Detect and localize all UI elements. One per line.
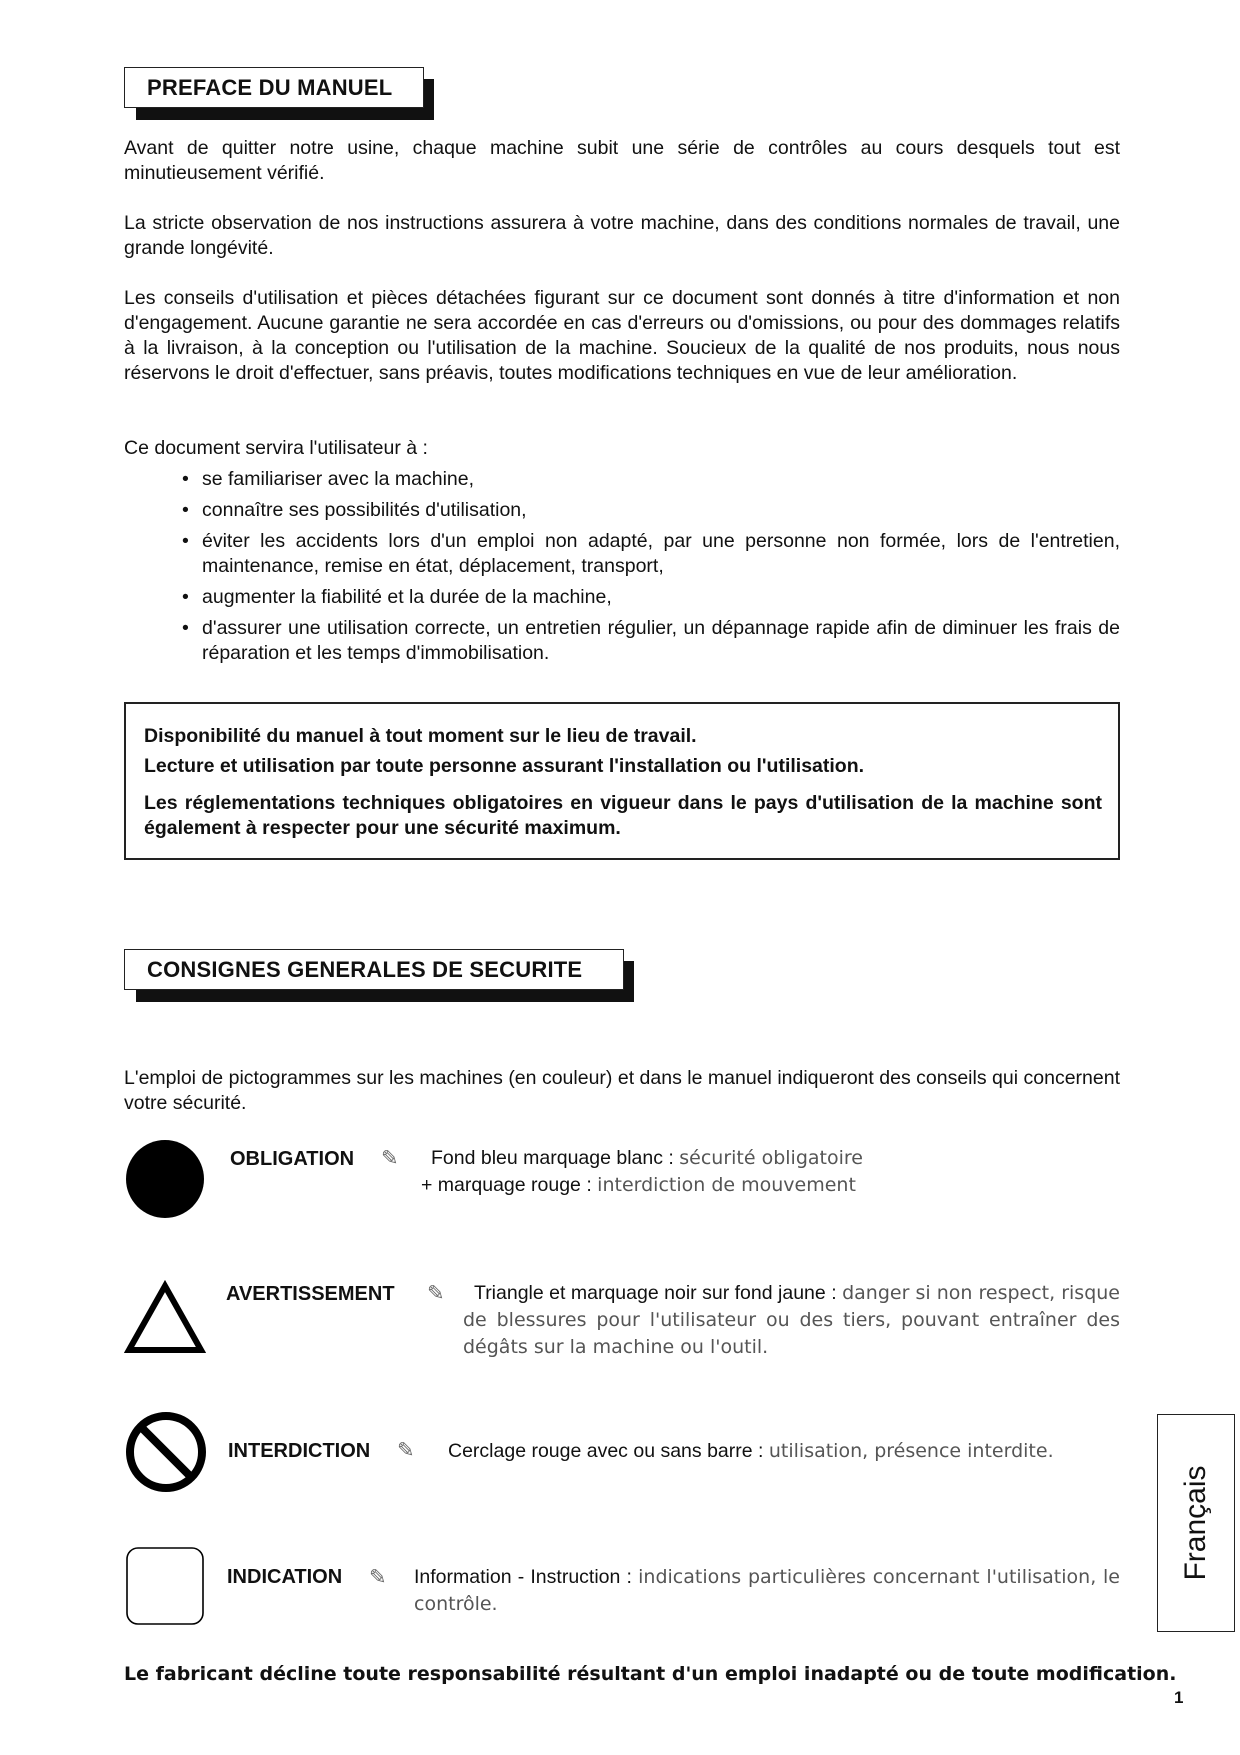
purpose-list bbox=[178, 467, 1120, 672]
prohibition-icon bbox=[124, 1410, 208, 1494]
interdiction-detail: utilisation, présence interdite. bbox=[768, 1440, 1054, 1462]
section-title-securite: CONSIGNES GENERALES DE SECURITE bbox=[124, 949, 624, 990]
list-item: • éviter les accidents lors d'un emploi non adapté, par une personne non formée, lors de l'entretien, maintenance, remise en état, déplacement, transport, bbox=[178, 529, 1120, 579]
section-title-preface: PREFACE DU MANUEL bbox=[124, 67, 424, 108]
obligation-line1-detail: sécurité obligatoire bbox=[679, 1147, 863, 1169]
paragraph-3: Les conseils d'utilisation et pièces détachées figurant sur ce document sont donnés à titre d'information et non d'engagement. Aucune garantie ne sera accordée en cas d'erreurs ou d'omissions, ou pour des dommages relatifs à la livraison, à la conception ou l'utilisation de la machine. Soucieux de la qualité de nos produits, nous nous réservons le droit d'effectuer, sans préavis, toutes modifications techniques en vue de leur amélioration. bbox=[124, 287, 1120, 384]
list-item: • se familiariser avec la machine, bbox=[178, 467, 1120, 492]
notice-line: Disponibilité du manuel à tout moment sur le lieu de travail. bbox=[144, 725, 697, 747]
obligation-line2-detail: interdiction de mouvement bbox=[597, 1174, 856, 1196]
indication-label: INDICATION bbox=[227, 1566, 343, 1588]
paragraph-1: Avant de quitter notre usine, chaque machine subit une série de contrôles au cours desquels tout est minutieusement vérifié. bbox=[124, 137, 1120, 184]
list-item: • connaître ses possibilités d'utilisation, bbox=[178, 498, 1120, 523]
indication-description bbox=[414, 1564, 1120, 1618]
notice-line: Lecture et utilisation par toute personne assurant l'installation ou l'utilisation. bbox=[144, 755, 865, 777]
interdiction-label: INTERDICTION bbox=[228, 1440, 371, 1462]
obligation-line2-main: + marquage rouge : bbox=[421, 1174, 598, 1196]
language-tab-label: Français bbox=[1179, 1465, 1212, 1581]
obligation-line1-main: Fond bleu marquage blanc : bbox=[431, 1147, 680, 1169]
avertissement-detail: danger si non respect, risque de blessures pour l'utilisateur ou des tiers, pouvant entraîner des dégâts sur la machine ou l'outil. bbox=[463, 1282, 1120, 1358]
information-icon bbox=[124, 1545, 206, 1627]
pencil-icon: ✎ bbox=[397, 1439, 415, 1462]
language-tab bbox=[1157, 1414, 1235, 1632]
avertissement-description bbox=[463, 1280, 1120, 1361]
notice-box bbox=[124, 702, 1120, 860]
paragraph-2: La stricte observation de nos instructions assurera à votre machine, dans des conditions normales de travail, une grande longévité. bbox=[124, 212, 1120, 259]
warning-triangle-icon bbox=[124, 1280, 206, 1354]
interdiction-description bbox=[448, 1438, 1120, 1465]
indication-detail: indications particulières concernant l'utilisation, le contrôle. bbox=[414, 1566, 1120, 1615]
list-item: • d'assurer une utilisation correcte, un entretien régulier, un dépannage rapide afin de diminuer les frais de réparation et les temps d'immobilisation. bbox=[178, 616, 1120, 666]
avertissement-label: AVERTISSEMENT bbox=[226, 1283, 395, 1305]
avertissement-main: Triangle et marquage noir sur fond jaune : bbox=[474, 1282, 843, 1304]
safety-intro: L'emploi de pictogrammes sur les machines (en couleur) et dans le manuel indiqueront des conseils qui concernent votre sécurité. bbox=[124, 1067, 1120, 1114]
obligation-icon bbox=[124, 1138, 206, 1220]
disclaimer: Le fabricant décline toute responsabilité résultant d'un emploi inadapté ou de toute modification. bbox=[124, 1663, 1177, 1685]
obligation-description bbox=[421, 1145, 1121, 1199]
pencil-icon: ✎ bbox=[427, 1282, 445, 1305]
notice-line: Les réglementations techniques obligatoires en vigueur dans le pays d'utilisation de la machine sont également à respecter pour une sécurité maximum. bbox=[144, 792, 1102, 839]
pencil-icon: ✎ bbox=[381, 1147, 399, 1170]
page-number: 1 bbox=[1174, 1688, 1184, 1707]
list-intro: Ce document servira l'utilisateur à : bbox=[124, 437, 428, 459]
obligation-label: OBLIGATION bbox=[230, 1148, 355, 1170]
list-item: • augmenter la fiabilité et la durée de la machine, bbox=[178, 585, 1120, 610]
interdiction-main: Cerclage rouge avec ou sans barre : bbox=[448, 1440, 769, 1462]
indication-main: Information - Instruction : bbox=[414, 1566, 639, 1588]
pencil-icon: ✎ bbox=[369, 1566, 387, 1589]
